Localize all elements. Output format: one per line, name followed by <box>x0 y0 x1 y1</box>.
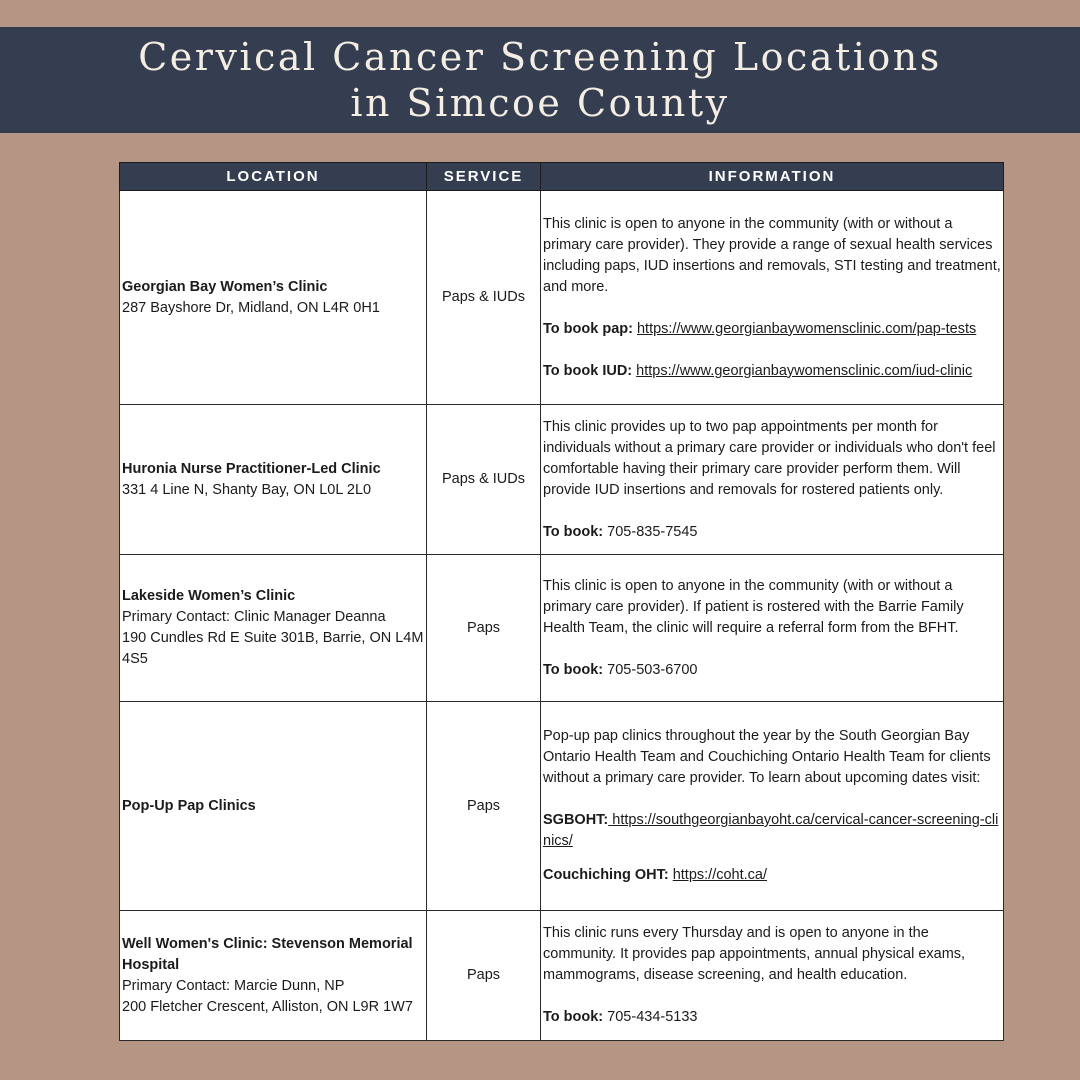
info-text: This clinic provides up to two pap appointments per month for individuals without a primary care provider or individuals who don't feel comfortable having their primary care provider perform them. Will provide IUD insertions and removals for rostered patients only. <box>543 418 996 498</box>
book-line <box>543 660 1001 681</box>
table-row <box>120 911 1004 1041</box>
clinic-name: Well Women's Clinic: Stevenson Memorial Hospital <box>122 935 413 973</box>
column-header-location: LOCATION <box>120 163 427 191</box>
sgboht-label: SGBOHT: <box>543 812 609 828</box>
clinic-name: Huronia Nurse Practitioner-Led Clinic <box>122 460 381 477</box>
book-phone: 705-835-7545 <box>607 523 698 540</box>
service-cell: Paps <box>427 702 541 911</box>
book-pap-label: To book pap: <box>543 320 633 337</box>
location-cell <box>120 911 427 1041</box>
book-iud-link[interactable]: https://www.georgianbaywomensclinic.com/iud-clinic <box>636 362 973 379</box>
book-label: To book: <box>543 1009 604 1025</box>
clinic-name: Lakeside Women’s Clinic <box>122 588 296 604</box>
clinic-contact: Primary Contact: Marcie Dunn, NP <box>122 977 345 994</box>
service-cell: Paps <box>427 555 541 702</box>
table-row <box>120 555 1004 702</box>
location-cell <box>120 405 427 555</box>
book-line <box>543 1007 1001 1028</box>
info-text: This clinic is open to anyone in the community (with or without a primary care provider). They provide a range of sexual health services including paps, IUD insertions and removals, STI testing and treatment, and more. <box>543 215 1001 295</box>
book-label: To book: <box>543 523 604 540</box>
title-banner <box>0 27 1080 133</box>
book-phone: 705-434-5133 <box>607 1009 698 1025</box>
clinic-address: 200 Fletcher Crescent, Alliston, ON L9R 1W7 <box>122 998 413 1015</box>
sgboht-line <box>543 810 1001 852</box>
book-label: To book: <box>543 661 604 678</box>
table-row <box>120 702 1004 911</box>
table-header-row <box>120 163 1004 191</box>
service-cell: Paps <box>427 911 541 1041</box>
clinic-address: 331 4 Line N, Shanty Bay, ON L0L 2L0 <box>122 481 372 498</box>
location-cell <box>120 555 427 702</box>
information-cell <box>541 911 1004 1041</box>
clinic-contact: Primary Contact: Clinic Manager Deanna <box>122 609 386 625</box>
page-title-line-1: Cervical Cancer Screening Locations <box>138 35 942 79</box>
book-phone: 705-503-6700 <box>607 661 698 678</box>
clinic-name: Pop-Up Pap Clinics <box>122 797 256 814</box>
information-cell <box>541 702 1004 911</box>
book-iud-line <box>543 361 1001 382</box>
coht-label: Couchiching OHT: <box>543 867 669 883</box>
info-text: This clinic runs every Thursday and is open to anyone in the community. It provides pap appointments, annual physical exams, mammograms, disease screening, and health education. <box>543 925 966 983</box>
info-text: Pop-up pap clinics throughout the year by the South Georgian Bay Ontario Health Team and Couchiching Ontario Health Team for clients without a primary care provider. To learn about upcoming dates visit: <box>543 728 991 786</box>
clinic-address: 287 Bayshore Dr, Midland, ON L4R 0H1 <box>122 299 380 316</box>
location-cell <box>120 702 427 911</box>
information-cell <box>541 555 1004 702</box>
sgboht-link[interactable]: https://southgeorgianbayoht.ca/cervical-cancer-screening-clinics/ <box>543 812 999 849</box>
location-cell <box>120 191 427 405</box>
page-title-line-2: in Simcoe County <box>350 81 730 125</box>
screening-locations-table <box>119 162 1004 1041</box>
clinic-name: Georgian Bay Women’s Clinic <box>122 278 328 295</box>
table-row <box>120 191 1004 405</box>
book-line <box>543 522 1001 543</box>
coht-link[interactable]: https://coht.ca/ <box>672 867 768 883</box>
info-text: This clinic is open to anyone in the community (with or without a primary care provider). If patient is rostered with the Barrie Family Health Team, the clinic will require a referral form from the BFHT. <box>543 577 964 636</box>
book-pap-line <box>543 319 1001 340</box>
service-cell: Paps & IUDs <box>427 405 541 555</box>
book-iud-label: To book IUD: <box>543 362 633 379</box>
coht-line <box>543 865 1001 886</box>
information-cell <box>541 191 1004 405</box>
book-pap-link[interactable]: https://www.georgianbaywomensclinic.com/pap-tests <box>636 320 977 337</box>
service-cell: Paps & IUDs <box>427 191 541 405</box>
clinic-address: 190 Cundles Rd E Suite 301B, Barrie, ON L4M 4S5 <box>122 630 424 667</box>
table-row <box>120 405 1004 555</box>
information-cell <box>541 405 1004 555</box>
column-header-information: INFORMATION <box>541 163 1004 191</box>
column-header-service: SERVICE <box>427 163 541 191</box>
